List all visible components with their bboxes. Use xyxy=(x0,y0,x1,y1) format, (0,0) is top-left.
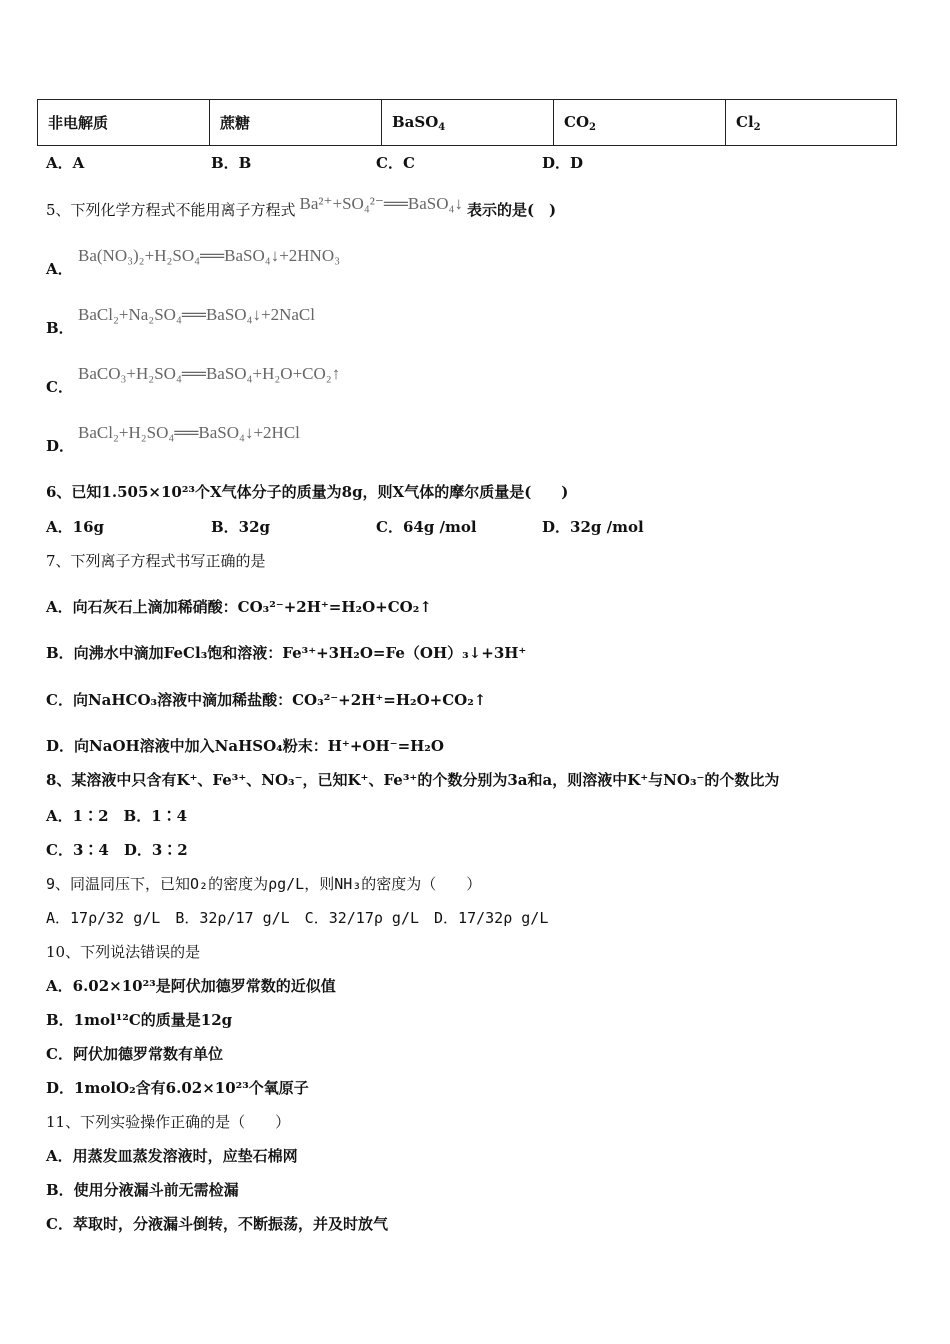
q5-option-a-equation: Ba(NO₃)₂+H₂SO₄══BaSO₄↓+2HNO₃ xyxy=(78,246,341,265)
q5-option-c-equation: BaCO₃+H₂SO₄══BaSO₄+H₂O+CO₂↑ xyxy=(78,364,341,383)
q8-options-line2: C．3∶4 D．3∶2 xyxy=(46,841,188,859)
table-cell: $CO_2$ xyxy=(554,100,726,146)
q10-option-c: C．阿伏加德罗常数有单位 xyxy=(46,1045,223,1063)
q9-options: A．17ρ/32 g/L B．32ρ/17 g/L C．32/17ρ g/L D．17/32ρ g/L xyxy=(46,909,549,927)
q5-stem: 5、下列化学方程式不能用离子方程式 Ba²⁺+SO₄²⁻══BaSO₄↓ 表示的是( ) xyxy=(46,194,557,219)
q7-stem: 7、下列离子方程式书写正确的是 xyxy=(46,552,266,570)
q7-option-d: D．向NaOH溶液中加入NaHSO₄粉末：H⁺+OH⁻=H₂O xyxy=(46,737,444,755)
q11-option-c: C．萃取时，分液漏斗倒转，不断振荡，并及时放气 xyxy=(46,1215,388,1233)
option-d: D．32g /mol xyxy=(542,518,644,536)
q5-option-b-equation: BaCl₂+Na₂SO₄══BaSO₄↓+2NaCl xyxy=(78,305,315,324)
q7-option-a: A．向石灰石上滴加稀硝酸：CO₃²⁻+2H⁺=H₂O+CO₂↑ xyxy=(46,598,432,616)
q5-option-b-label: B． xyxy=(46,319,74,337)
q5-option-d-label: D． xyxy=(46,437,75,455)
q11-option-a: A．用蒸发皿蒸发溶液时，应垫石棉网 xyxy=(46,1147,298,1165)
q5-option-d-equation: BaCl₂+H₂SO₄══BaSO₄↓+2HCl xyxy=(78,423,300,442)
option-d: D．D xyxy=(542,154,584,172)
q10-stem: 10、下列说法错误的是 xyxy=(46,943,201,961)
q5-option-a-label: A． xyxy=(46,260,73,278)
option-b: B．B xyxy=(211,154,252,172)
q10-option-d: D．1molO₂含有6.02×10²³个氧原子 xyxy=(46,1079,309,1097)
q7-option-c: C．向NaHCO₃溶液中滴加稀盐酸：CO₃²⁻+2H⁺=H₂O+CO₂↑ xyxy=(46,691,487,709)
q5-option-c-label: C． xyxy=(46,378,73,396)
q11-option-b: B．使用分液漏斗前无需检漏 xyxy=(46,1181,239,1199)
option-b: B．32g xyxy=(211,518,271,536)
ionic-equation: Ba²⁺+SO₄²⁻══BaSO₄↓ xyxy=(299,194,463,213)
table-cell: $Cl_2$ xyxy=(726,100,897,146)
q11-stem: 11、下列实验操作正确的是（ ） xyxy=(46,1113,291,1131)
table-cell: 非电解质 xyxy=(38,100,210,146)
q9-stem: 9、同温同压下，已知O₂的密度为ρg/L，则NH₃的密度为（ ） xyxy=(46,875,482,893)
option-c: C．C xyxy=(376,154,415,172)
answer-table xyxy=(37,99,897,146)
q6-stem: 6、已知1.505×10²³个X气体分子的质量为8g，则X气体的摩尔质量是( ) xyxy=(46,483,569,501)
option-a: A．16g xyxy=(46,518,105,536)
table-cell: BaSO$_4$ xyxy=(382,100,554,146)
q7-option-b: B．向沸水中滴加FeCl₃饱和溶液：Fe³⁺+3H₂O=Fe（OH）₃↓+3H⁺ xyxy=(46,644,527,662)
q8-options-line1: A．1∶2 B．1∶4 xyxy=(46,807,188,825)
option-a: A．A xyxy=(46,154,85,172)
table-cell: 蔗糖 xyxy=(210,100,382,146)
q10-option-a: A．6.02×10²³是阿伏加德罗常数的近似值 xyxy=(46,977,336,995)
table-row xyxy=(38,100,897,146)
option-c: C．64g /mol xyxy=(376,518,477,536)
q10-option-b: B．1mol¹²C的质量是12g xyxy=(46,1011,233,1029)
q8-stem: 8、某溶液中只含有K⁺、Fe³⁺、NO₃⁻，已知K⁺、Fe³⁺的个数分别为3a和a，则溶液中K⁺与NO₃⁻的个数比为 xyxy=(46,771,780,789)
